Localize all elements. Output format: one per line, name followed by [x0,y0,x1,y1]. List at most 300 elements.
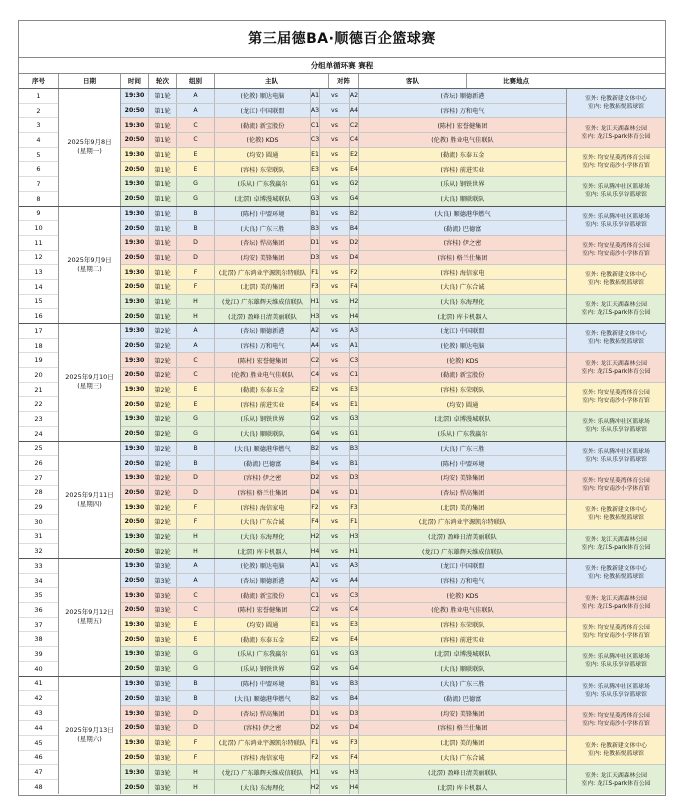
away-slot: D1 [350,486,359,500]
away-slot: D3 [350,471,359,485]
versus-label: vs [320,295,350,309]
versus-label: vs [320,530,350,544]
indoor-venue: 室内: 均安南沙小学体育馆 [582,397,650,404]
match-time: 19:30 [121,177,149,191]
header-round: 轮次 [149,74,177,88]
match-time: 19:30 [121,265,149,279]
match-group: E [177,383,215,397]
away-slot: C4 [350,603,359,617]
home-slot: F4 [311,515,320,529]
outdoor-venue: 室外: 伦教新建文体中心 [585,743,647,750]
away-team: (北滘) 广东鸿业宇源凯尔特联队 [418,519,507,527]
away-slot: F1 [350,515,359,529]
away-team: (大良) 广东三胜 [440,680,485,688]
date-cell [59,677,121,795]
match-round: 第3轮 [149,574,177,588]
match-number: 26 [19,456,58,471]
versus-label: vs [320,618,350,632]
venue-cell [567,89,665,118]
versus-label: vs [320,471,350,485]
match-round: 第2轮 [149,383,177,397]
home-slot: H2 [311,780,320,794]
home-team: (陈村) 宏誉健集团 [215,353,311,367]
table-row [121,765,566,780]
versus-label: vs [320,632,350,646]
home-team: (均安) 圆通 [215,618,311,632]
versus-label: vs [320,662,350,676]
weekday-text: (星期二) [77,264,102,273]
match-number: 37 [19,618,58,633]
match-round: 第2轮 [149,368,177,382]
home-team: (容桂) 海信家电 [215,500,311,514]
home-team: (陈村) 中盟环境 [215,207,311,221]
match-number: 16 [34,312,43,321]
date-cell [59,207,121,324]
match-time: 19:30 [121,324,149,338]
home-slot: B3 [311,221,320,235]
venue-column [567,677,665,795]
weekday-text: (星期三) [77,382,102,391]
versus-label: vs [320,280,350,294]
match-round: 第3轮 [149,721,177,735]
away-slot: C1 [350,368,359,382]
indoor-venue: 室内: 龙江S-park体育公园 [581,603,651,610]
table-row [121,721,566,736]
match-time: 19:30 [121,500,149,514]
table-row [121,368,566,383]
match-group: F [177,515,215,529]
home-slot: D4 [311,486,320,500]
venue-cell [567,530,665,558]
outdoor-venue: 室外: 伦教新建文体中心 [585,96,647,103]
outdoor-venue: 室外: 伦教新建文体中心 [585,272,647,279]
outdoor-venue: 室外: 均安星菱湾体育公园 [582,243,650,250]
header-time: 时间 [121,74,149,88]
versus-label: vs [320,353,350,367]
away-slot: F2 [350,265,359,279]
home-slot: C3 [311,133,320,147]
match-time: 19:30 [121,383,149,397]
table-row [121,236,566,251]
match-group: E [177,148,215,162]
versus-label: vs [320,118,350,132]
match-group: F [177,500,215,514]
versus-label: vs [320,544,350,558]
home-team: (容桂) 万和电气 [215,339,311,353]
match-round: 第1轮 [149,162,177,176]
match-time: 19:30 [121,412,149,426]
venue-cell [567,207,665,236]
match-time: 19:30 [121,442,149,456]
home-slot: B1 [311,207,320,221]
table-row [121,677,566,692]
match-round: 第2轮 [149,324,177,338]
versus-label: vs [320,780,350,794]
home-team: (乐从) 钢铁世界 [215,412,311,426]
home-team: (陈村) 宏誉健集团 [215,603,311,617]
home-team: (容桂) 东荣联队 [215,162,311,176]
venue-column [567,89,665,206]
venue-cell [567,412,665,440]
date-text: 2025年9月12日 [65,608,114,617]
home-team: (勒流) 东泰五金 [215,632,311,646]
home-slot: E1 [311,618,320,632]
home-slot: F2 [311,751,320,765]
match-number: 44 [19,721,58,736]
outdoor-venue: 室外: 伦教新建文体中心 [585,331,647,338]
away-team: (容桂) 海信家电 [440,269,485,277]
match-round: 第3轮 [149,559,177,573]
home-slot: A1 [311,89,320,103]
venue-cell [567,353,665,382]
outdoor-venue: 室外: 龙江天湖森林公园 [585,536,647,543]
outdoor-venue: 室外: 龙江天湖森林公园 [585,360,647,367]
match-round: 第1轮 [149,192,177,206]
date-cell [59,442,121,559]
header-away: 客队 [359,74,467,88]
table-row [121,412,566,427]
match-group: B [177,456,215,470]
away-slot: B3 [350,442,359,456]
match-group: F [177,265,215,279]
away-team: (北滘) 库卡机器人 [437,784,488,792]
home-team: (容桂) 格兰仕集团 [215,486,311,500]
away-slot: A4 [350,574,359,588]
indoor-venue: 室内: 乐从乐享谷篮球馆 [585,221,647,228]
versus-label: vs [320,221,350,235]
match-group: G [177,177,215,191]
home-slot: G3 [311,192,320,206]
away-team: (北滘) 卓博漫城联队 [434,651,491,659]
match-round: 第1轮 [149,89,177,103]
indoor-venue: 室内: 均安南沙小学体育馆 [582,162,650,169]
away-team: (伦教) KDS [446,357,479,365]
away-slot: A3 [350,324,359,338]
away-slot: G4 [350,662,359,676]
home-team: (杏坛) 悍高集团 [215,706,311,720]
away-team: (乐从) 钢铁世界 [440,181,485,189]
away-slot: A2 [350,89,359,103]
versus-label: vs [320,427,350,441]
match-round: 第3轮 [149,736,177,750]
match-number: 35 [19,588,58,603]
match-number: 12 [19,251,58,266]
indoor-venue: 室内: 龙江S-park体育公园 [581,544,651,551]
away-team: (大良) 广东合诚 [440,284,485,292]
table-row [121,324,566,339]
home-slot: G2 [311,662,320,676]
home-team: (北滘) 卓博漫城联队 [215,192,311,206]
away-team: (容桂) 格兰仕集团 [437,254,488,262]
match-round: 第2轮 [149,544,177,558]
match-group: B [177,677,215,691]
table-row [121,559,566,574]
home-slot: A4 [311,339,320,353]
away-slot: F4 [350,751,359,765]
home-team: (大良) 顺德港华燃气 [215,442,311,456]
match-time: 19:30 [121,677,149,691]
venue-cell [567,236,665,265]
header-group: 组别 [177,74,215,88]
match-round: 第2轮 [149,353,177,367]
day-block [19,677,665,795]
match-group: E [177,618,215,632]
match-time: 20:50 [121,397,149,411]
match-group: G [177,412,215,426]
table-row [121,162,566,177]
table-row [121,177,566,192]
away-team: (勒流) 巴德富 [443,695,482,703]
away-slot: G3 [350,647,359,661]
home-team: (大良) 顺联联队 [215,427,311,441]
indoor-venue: 室内: 龙江S-park体育公园 [581,309,651,316]
outdoor-venue: 室外: 乐从腾冲社区篮球场 [582,419,650,426]
versus-label: vs [320,148,350,162]
match-time: 20:50 [121,162,149,176]
home-team: (北滘) 美的集团 [215,280,311,294]
date-cell [59,559,121,676]
home-team: (乐从) 钢铁世界 [215,662,311,676]
match-time: 20:50 [121,221,149,235]
indoor-venue: 室内: 均安南沙小学体育馆 [582,632,650,639]
match-group: D [177,486,215,500]
versus-label: vs [320,647,350,661]
indoor-venue: 室内: 伦教拓悦篮球馆 [588,751,644,758]
away-team: (伦教) 胜业电气佳联队 [431,137,494,145]
away-team: (容桂) 前进实业 [440,166,485,174]
away-team: (均安) 美锋集团 [440,475,485,483]
match-group: E [177,162,215,176]
weekday-text: (星期五) [77,617,102,626]
indoor-venue: 室内: 乐从乐享谷篮球馆 [585,427,647,434]
match-number: 2 [19,104,58,119]
date-text: 2025年9月8日 [67,138,112,147]
indoor-venue: 室内: 伦教拓悦篮球馆 [588,339,644,346]
venue-cell [567,442,665,471]
home-slot: G1 [311,177,320,191]
match-group: C [177,133,215,147]
match-group: F [177,736,215,750]
table-row [121,118,566,133]
away-slot: B3 [350,677,359,691]
venue-cell [567,706,665,736]
home-team: (北滘) 库卡机器人 [215,544,311,558]
match-time: 20:50 [121,104,149,118]
away-team: (大良) 广东合诚 [440,754,485,762]
venue-column [567,559,665,676]
home-slot: B4 [311,456,320,470]
match-number: 29 [19,500,58,515]
match-group: E [177,397,215,411]
away-team: (北滘) 库卡机器人 [437,313,488,321]
match-number: 38 [19,632,58,647]
home-slot: B1 [311,677,320,691]
match-number: 39 [19,647,58,662]
venue-cell [567,765,665,794]
table-row [121,706,566,721]
away-slot: G4 [350,192,359,206]
match-group: A [177,89,215,103]
venue-cell [567,177,665,205]
home-team: (容桂) 伊之密 [215,471,311,485]
outdoor-venue: 室外: 均安星菱湾体育公园 [582,478,650,485]
away-slot: E3 [350,383,359,397]
away-slot: E1 [350,397,359,411]
match-number: 24 [34,429,43,438]
home-slot: C4 [311,368,320,382]
away-team: (勒流) 东泰五金 [440,152,485,160]
home-team: (龙江) 广东雄辉天维成信联队 [215,765,311,779]
home-slot: H1 [311,295,320,309]
away-slot: A3 [350,559,359,573]
away-team: (容桂) 前进实业 [440,636,485,644]
header-no: 序号 [19,74,59,88]
match-group: C [177,368,215,382]
home-team: (勒流) 新宝股份 [215,588,311,602]
versus-label: vs [320,500,350,514]
away-slot: F4 [350,280,359,294]
match-time: 19:30 [121,118,149,132]
table-row [121,221,566,236]
match-group: A [177,574,215,588]
versus-label: vs [320,104,350,118]
table-row [121,603,566,618]
day-block [19,89,665,207]
outdoor-venue: 室外: 均安星菱湾体育公园 [582,154,650,161]
venue-cell [567,324,665,353]
match-group: H [177,295,215,309]
match-group: H [177,780,215,794]
home-team: (乐从) 广东我赢尔 [215,177,311,191]
match-round: 第1轮 [149,133,177,147]
outdoor-venue: 室外: 龙江天湖森林公园 [585,301,647,308]
home-slot: G2 [311,412,320,426]
match-time: 20:50 [121,192,149,206]
table-row [121,383,566,398]
page-subtitle: 分组单循环赛 赛程 [19,58,665,74]
match-group: C [177,353,215,367]
match-group: C [177,588,215,602]
table-row [121,486,566,501]
venue-cell [567,736,665,766]
match-group: D [177,471,215,485]
away-slot: D2 [350,236,359,250]
date-cell [59,89,121,206]
away-team: (杏坛) 顺德新港 [440,93,485,101]
number-column [19,324,59,441]
home-slot: G1 [311,647,320,661]
home-slot: E2 [311,632,320,646]
match-number: 1 [19,89,58,104]
table-row [121,442,566,457]
table-row [121,471,566,486]
table-row [121,397,566,412]
venue-cell [567,618,665,647]
table-row [121,280,566,295]
match-number: 14 [19,280,58,295]
match-group: F [177,280,215,294]
match-time: 19:30 [121,765,149,779]
match-round: 第2轮 [149,515,177,529]
home-slot: A1 [311,559,320,573]
home-slot: A2 [311,574,320,588]
versus-label: vs [320,236,350,250]
match-round: 第1轮 [149,177,177,191]
home-slot: G4 [311,427,320,441]
away-slot: C2 [350,118,359,132]
away-team: (大良) 顺联联队 [440,196,485,204]
table-row [121,515,566,530]
away-team: (大良) 广东三胜 [440,445,485,453]
away-slot: F3 [350,736,359,750]
versus-label: vs [320,677,350,691]
away-team: (容桂) 东荣联队 [440,622,485,630]
indoor-venue: 室内: 乐从乐享谷篮球馆 [585,691,647,698]
versus-label: vs [320,721,350,735]
table-row [121,662,566,676]
outdoor-venue: 室外: 乐从腾冲社区篮球场 [582,184,650,191]
table-row [121,148,566,163]
match-time: 19:30 [121,236,149,250]
home-team: (容桂) 伊之密 [215,721,311,735]
match-time: 20:50 [121,368,149,382]
home-slot: E1 [311,148,320,162]
match-round: 第3轮 [149,603,177,617]
venue-column [567,442,665,559]
home-slot: C1 [311,588,320,602]
match-number: 34 [19,574,58,589]
home-team: (北滘) 广东鸿业宇源凯尔特联队 [215,736,311,750]
day-block [19,207,665,325]
away-team: (伦教) 顺达电脑 [440,343,485,351]
away-team: (龙江) 中国联盟 [440,563,485,571]
versus-label: vs [320,397,350,411]
match-round: 第3轮 [149,662,177,676]
page-title: 第三届德BA·顺德百企篮球赛 [19,21,665,58]
away-team: (勒流) 巴德富 [443,225,482,233]
venue-cell [567,588,665,617]
match-time: 19:30 [121,559,149,573]
indoor-venue: 室内: 伦教拓悦篮球馆 [588,280,644,287]
table-row [121,353,566,368]
away-slot: H1 [350,544,359,558]
match-number: 23 [19,412,58,427]
versus-label: vs [320,207,350,221]
match-number: 33 [19,559,58,574]
versus-label: vs [320,339,350,353]
table-row [121,574,566,589]
home-team: (大良) 东海理化 [215,530,311,544]
outdoor-venue: 室外: 乐从腾冲社区篮球场 [582,448,650,455]
match-group: A [177,559,215,573]
home-team: (伦教) 顺达电脑 [215,559,311,573]
away-team: (大良) 顺联联队 [440,666,485,674]
table-row [121,751,566,766]
outdoor-venue: 室外: 龙江天湖森林公园 [585,125,647,132]
match-group: B [177,221,215,235]
match-group: D [177,721,215,735]
match-number: 40 [34,664,43,673]
indoor-venue: 室内: 伦教拓悦篮球馆 [588,104,644,111]
versus-label: vs [320,133,350,147]
match-group: B [177,442,215,456]
home-slot: E4 [311,397,320,411]
home-team: (杏坛) 悍高集团 [215,236,311,250]
table-row [121,544,566,558]
match-round: 第3轮 [149,677,177,691]
header-venue: 比赛地点 [503,77,529,85]
venue-cell [567,383,665,412]
